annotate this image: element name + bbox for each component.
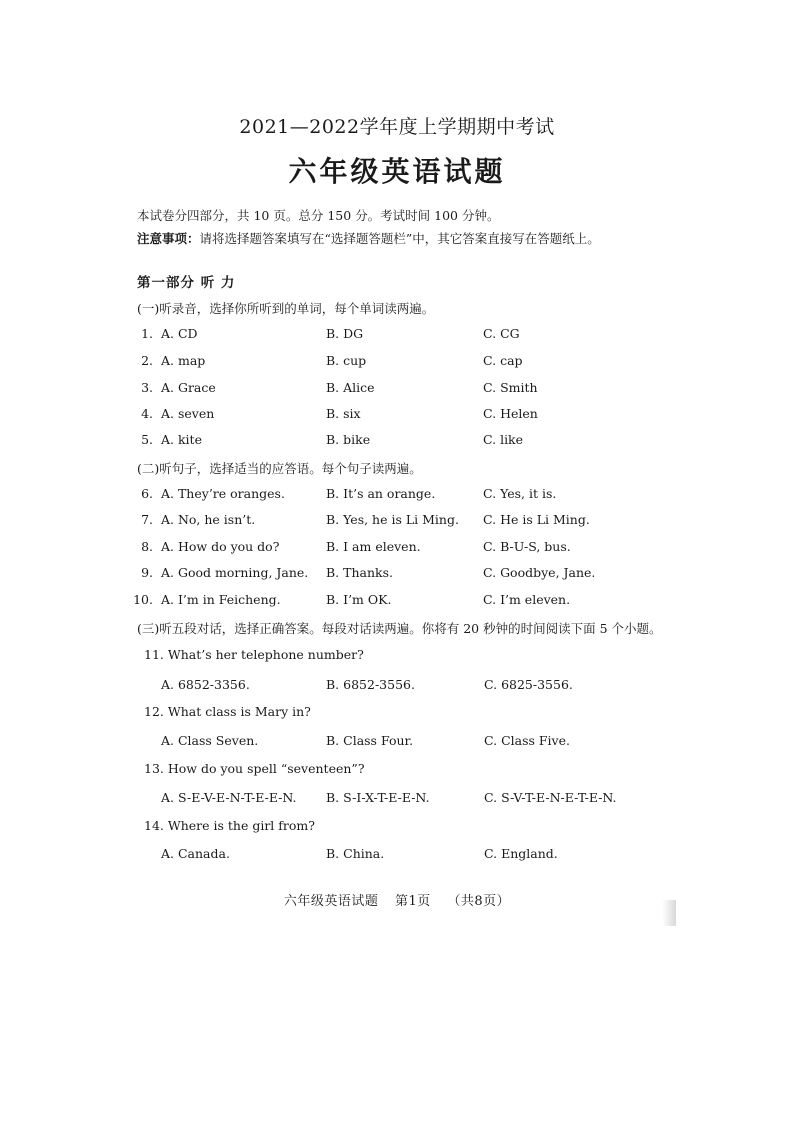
notice-text: 请将选择题答案填写在“选择题答题栏”中，其它答案直接写在答题纸上。 bbox=[199, 231, 600, 246]
option-b: B. DG bbox=[326, 326, 364, 341]
option-c: C. Helen bbox=[483, 406, 538, 421]
option-a: A. Good morning, Jane. bbox=[161, 565, 309, 580]
question-row bbox=[0, 539, 794, 559]
question-row bbox=[0, 353, 794, 373]
option-c: C. S-V-T-E-N-E-T-E-N. bbox=[484, 790, 617, 805]
question-stem: 14. Where is the girl from? bbox=[144, 818, 315, 833]
question-number: 2. bbox=[141, 353, 153, 368]
option-b: B. 6852-3556. bbox=[326, 677, 415, 692]
question-number: 10. bbox=[133, 592, 153, 607]
option-b: B. Thanks. bbox=[326, 565, 393, 580]
question-number: 5. bbox=[141, 432, 153, 447]
exam-info: 本试卷分四部分，共 10 页。总分 150 分。考试时间 100 分钟。 bbox=[137, 208, 500, 223]
question-stem: 13. How do you spell “seventeen”? bbox=[144, 761, 365, 776]
footer-total: （共8页） bbox=[447, 894, 511, 909]
option-b: B. China. bbox=[326, 846, 385, 861]
option-a: A. seven bbox=[161, 406, 215, 421]
option-c: C. Class Five. bbox=[484, 733, 570, 748]
exam-title: 2021—2022学年度上学期期中考试 bbox=[239, 116, 555, 138]
exam-subtitle: 六年级英语试题 bbox=[288, 155, 506, 188]
question-stem: 11. What’s her telephone number? bbox=[144, 647, 364, 662]
option-b: B. Yes, he is Li Ming. bbox=[326, 512, 459, 527]
question-row bbox=[0, 432, 794, 452]
option-b: B. S-I-X-T-E-E-N. bbox=[326, 790, 430, 805]
option-a: A. Grace bbox=[161, 380, 216, 395]
option-b: B. I am eleven. bbox=[326, 539, 421, 554]
question-row bbox=[0, 326, 794, 346]
option-c: C. Yes, it is. bbox=[483, 486, 557, 501]
option-a: A. They’re oranges. bbox=[161, 486, 285, 501]
option-b: B. bike bbox=[326, 432, 371, 447]
option-a: A. How do you do? bbox=[161, 539, 280, 554]
question-number: 3. bbox=[141, 380, 153, 395]
option-b: B. six bbox=[326, 406, 361, 421]
question-number: 1. bbox=[141, 326, 153, 341]
option-b: B. It’s an orange. bbox=[326, 486, 436, 501]
option-c: C. B-U-S, bus. bbox=[483, 539, 571, 554]
question-row bbox=[0, 592, 794, 612]
scan-shadow bbox=[662, 900, 676, 926]
option-c: C. 6825-3556. bbox=[484, 677, 573, 692]
option-a: A. Class Seven. bbox=[161, 733, 259, 748]
option-c: C. like bbox=[483, 432, 524, 447]
option-a: A. CD bbox=[161, 326, 198, 341]
question-row bbox=[0, 565, 794, 585]
question-stem: 12. What class is Mary in? bbox=[144, 704, 311, 719]
part2-instruction: (二)听句子，选择适当的应答语。每个句子读两遍。 bbox=[137, 461, 422, 476]
option-b: B. I’m OK. bbox=[326, 592, 392, 607]
option-b: B. Alice bbox=[326, 380, 375, 395]
question-number: 9. bbox=[141, 565, 153, 580]
option-c: C. cap bbox=[483, 353, 523, 368]
footer-title: 六年级英语试题 bbox=[283, 894, 379, 909]
section-heading: 第一部分 听 力 bbox=[137, 275, 236, 291]
question-number: 6. bbox=[141, 486, 153, 501]
option-c: C. England. bbox=[484, 846, 558, 861]
part1-instruction: (一)听录音，选择你所听到的单词，每个单词读两遍。 bbox=[137, 301, 435, 316]
option-a: A. S-E-V-E-N-T-E-E-N. bbox=[161, 790, 297, 805]
option-a: A. map bbox=[161, 353, 206, 368]
option-c: C. Smith bbox=[483, 380, 538, 395]
exam-notice bbox=[137, 229, 600, 247]
part3-instruction: (三)听五段对话，选择正确答案。每段对话读两遍。你将有 20 秒钟的时间阅读下面 5 个小题。 bbox=[137, 621, 662, 636]
notice-label: 注意事项： bbox=[137, 231, 200, 246]
question-number: 8. bbox=[141, 539, 153, 554]
option-a: A. 6852-3356. bbox=[161, 677, 250, 692]
question-number: 4. bbox=[141, 406, 153, 421]
option-c: C. I’m eleven. bbox=[483, 592, 571, 607]
option-b: B. cup bbox=[326, 353, 367, 368]
question-row bbox=[0, 406, 794, 426]
option-a: A. Canada. bbox=[161, 846, 230, 861]
footer-page: 第1页 bbox=[394, 894, 431, 909]
option-c: C. CG bbox=[483, 326, 520, 341]
option-b: B. Class Four. bbox=[326, 733, 414, 748]
option-a: A. I’m in Feicheng. bbox=[161, 592, 281, 607]
question-row bbox=[0, 486, 794, 506]
question-row bbox=[0, 512, 794, 532]
option-c: C. Goodbye, Jane. bbox=[483, 565, 596, 580]
option-a: A. kite bbox=[161, 432, 202, 447]
option-a: A. No, he isn’t. bbox=[161, 512, 256, 527]
question-row bbox=[0, 380, 794, 400]
question-number: 7. bbox=[141, 512, 153, 527]
option-c: C. He is Li Ming. bbox=[483, 512, 590, 527]
